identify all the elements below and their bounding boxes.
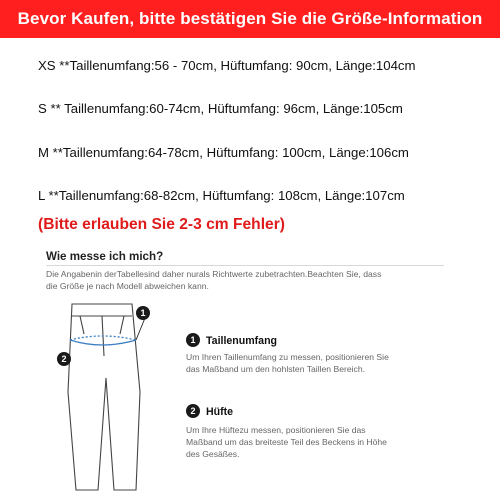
- instruction-line: des Gesäßes.: [186, 449, 240, 459]
- size-row-s: S ** Taillenumfang:60-74cm, Hüftumfang: 96cm, Länge:105cm: [38, 101, 403, 116]
- size-row-xs: XS **Taillenumfang:56 - 70cm, Hüftumfang: 90cm, Länge:104cm: [38, 58, 416, 73]
- hip-instructions: [186, 424, 406, 460]
- measure-guide-description: [46, 268, 446, 292]
- description-line: Die Angabenin derTabellesind daher nurals Richtwerte zubetrachten.Beachten Sie, dass: [46, 269, 382, 279]
- step-badge-1: 1: [186, 333, 200, 347]
- tolerance-warning: (Bitte erlauben Sie 2-3 cm Fehler): [38, 216, 285, 233]
- hip-title: Hüfte: [206, 406, 234, 418]
- instruction-line: Um Ihren Taillenumfang zu messen, positionieren Sie: [186, 352, 389, 362]
- instruction-line: das Maßband um den hohlsten Taillen Bereich.: [186, 364, 365, 374]
- size-row-m: M **Taillenumfang:64-78cm, Hüftumfang: 100cm, Länge:106cm: [38, 145, 409, 160]
- marker-2: 2: [57, 352, 71, 366]
- description-line: die Größe je nach Modell abweichen kann.: [46, 281, 209, 291]
- header-banner-text: Bevor Kaufen, bitte bestätigen Sie die Größe-Information: [17, 9, 483, 28]
- step-badge-2: 2: [186, 404, 200, 418]
- size-row-l: L **Taillenumfang:68-82cm, Hüftumfang: 108cm, Länge:107cm: [38, 188, 405, 203]
- pants-outline-icon: [40, 296, 160, 492]
- waist-title: Taillenumfang: [206, 335, 278, 347]
- instruction-line: Um Ihre Hüftezu messen, positionieren Sie das: [186, 425, 366, 435]
- measure-guide-title: Wie messe ich mich?: [46, 250, 164, 263]
- divider: [46, 265, 444, 266]
- marker-1: 1: [136, 306, 150, 320]
- instruction-line: Maßband um das breiteste Teil des Beckens in Höhe: [186, 437, 387, 447]
- waist-instructions: [186, 351, 406, 375]
